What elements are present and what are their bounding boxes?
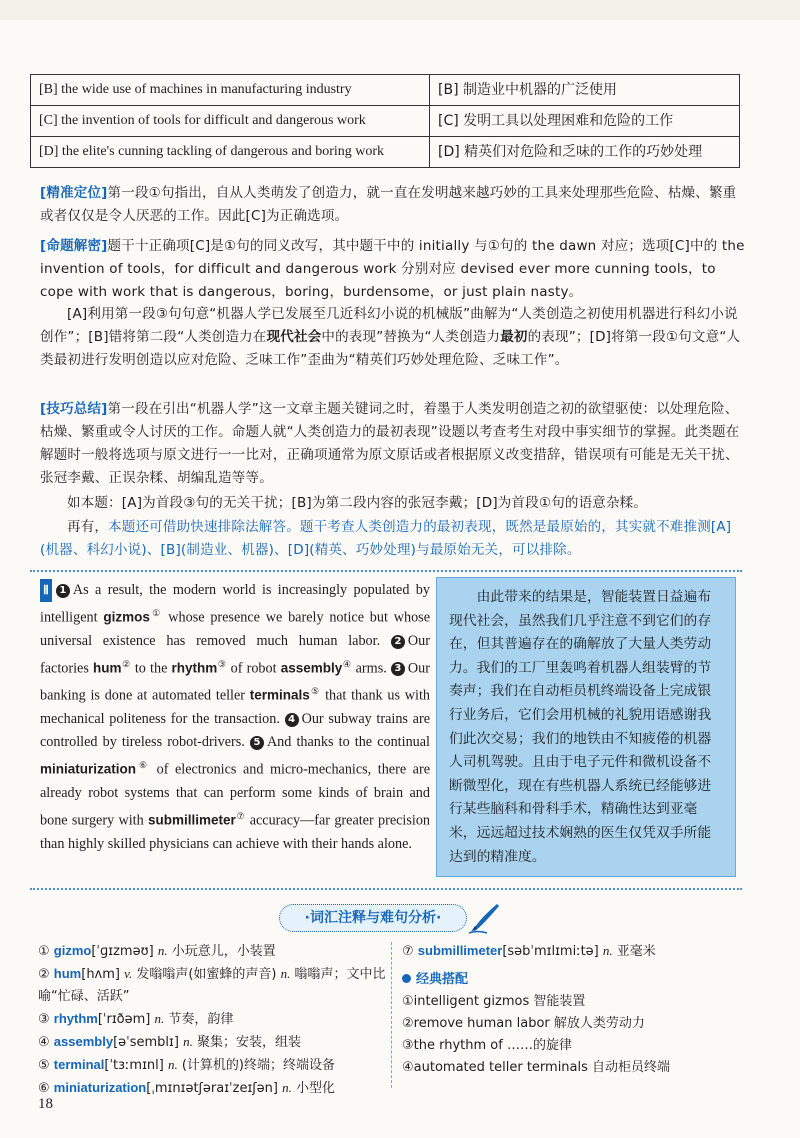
analysis-paragraph-elimination [40,516,745,562]
page-number: 18 [38,1096,53,1112]
definition: 节奏，韵律 [168,1012,234,1027]
analysis-paragraph-example [40,492,745,515]
definition: 发嗡嗡声(如蜜蜂的声音) [136,967,277,982]
analysis-text: [A]利用第一段③句句意“机器人学已发展至几近科幻小说的机械版”曲解为“人类创造之初使用机器进行科幻小说创作”；[B]错将第二段“人类创造力在 [40,306,738,345]
vocab-number: ⑤ [38,1058,50,1073]
phonetic: [ˈɡɪzməʊ] [91,944,154,959]
passage-text: arms. [351,660,391,677]
pen-icon [467,900,501,934]
table-row [31,137,740,168]
definition: 嗡嗡声；文中比喻“忙碌、活跃” [38,967,386,1004]
vocab-entry [38,963,388,1008]
passage-text: And thanks to the continual [266,734,430,751]
part-of-speech: n. [280,966,291,981]
vocab-entry [38,1054,388,1077]
analysis-text: 第一段在引出“机器人学”这一文章主题关键词之时，着墨于人类发明创造之初的欲望驱使：以处理危险、枯燥、繁重或令人讨厌的工作。命题人就“人类创造力的最初表现”设题以考查考生对段中事实细节的掌握。此类题在解题时一般将选项与原文进行一一比对，正确项通常为原文原话或者根据原义改变措辞，错误项有可能是无关干扰、张冠李戴、正误杂糅、胡编乱造等等。 [40,401,740,486]
passage-text: Our banking is done at automated teller [40,660,430,705]
analysis-bold: 现代社会 [266,329,322,345]
vocab-word: terminals [249,688,310,704]
part-of-speech: n. [154,1011,165,1026]
analysis-text: 中的表现”替换为“人类创造力 [321,329,501,345]
vocab-number: ⑥ [38,1081,50,1096]
analysis-paragraph-decode [40,235,745,304]
vocab-word: hum [53,966,82,981]
top-strip [0,0,800,20]
option-en: [C] the invention of tools for difficult and dangerous work [31,106,430,137]
vocab-word: assembly [53,1034,114,1049]
vocab-word: rhythm [53,1011,98,1026]
sentence-number: 2 [391,635,405,649]
sentence-number: 3 [391,662,405,676]
options-table [30,74,740,168]
vocab-word: rhythm [171,660,218,676]
bullet-icon [402,974,411,983]
vocab-word: submillimeter [148,812,236,828]
vocab-entry [38,1008,388,1031]
translation-box: 由此带来的结果是，智能装置日益遍布现代社会，虽然我们几乎注意不到它们的存在，但其普遍存在的确解放了大量人类劳动力。我们的工厂里轰鸣着机器人组装臂的节奏声；我们在自动柜员机终端设备上完成银行业务后，它们会用机械的礼貌用语感谢我们此次交易；我们的地铁由不知疲倦的机器人司机驾驶。且由于电子元件和微机设备不断微型化，现在有些机器人系统已经能够进行某些脑科和骨科手术，精确性达到亚毫米，远远超过技术娴熟的医生仅凭双手所能达到的精准度。 [436,577,736,877]
note-ref: ④ [342,658,352,669]
passage-text: Our factories [40,632,430,677]
vocab-number: ⑦ [402,944,414,959]
analysis-paragraph-positioning [40,182,745,228]
vocab-number: ③ [38,1012,50,1027]
definition: 聚集；安装，组装 [196,1035,301,1050]
analysis-text: 如本题：[A]为首段③句的无关干扰；[B]为第二段内容的张冠李戴；[D]为首段①句的语意杂糅。 [67,495,648,511]
tag-decode: [命题解密] [40,238,108,254]
vocab-entry [38,940,388,963]
passage-text: to the [130,660,172,677]
passage-text: accuracy—far greater precision than highly skilled physicians can achieve with their hands alone. [40,812,431,852]
vocab-entry [402,940,742,963]
note-ref: ⑦ [235,810,246,821]
phonetic: [hʌm] [81,967,120,982]
section-marker: Ⅱ [40,579,52,602]
classic-collocations-title [402,969,742,991]
tag-positioning: [精准定位] [40,185,108,201]
analysis-text: 再有， [67,519,109,535]
sentence-number: 5 [250,736,264,750]
part-of-speech: v. [124,966,133,981]
analysis-paragraph-distractors [40,303,745,372]
divider [30,570,742,572]
option-zh: [B] 制造业中机器的广泛使用 [430,75,740,106]
column-divider [391,942,392,1088]
vocab-word: gizmo [53,943,92,958]
analysis-text: 题干十正确项[C]是①句的同义改写，其中题干中的 initially 与①句的 the dawn 对应；选项[C]中的 the invention of tools，for difficult and dangerous work 分别对应 devised ever more cunning tools，to cope with work that is dangerous，boring，burdensome，or just plain nasty。 [40,238,745,300]
part-of-speech: n. [167,1057,178,1072]
vocab-list-right [402,940,742,1079]
vocab-word: miniaturization [40,761,137,777]
option-en: [D] the elite's cunning tackling of dangerous and boring work [31,137,430,168]
collocation-item: ③the rhythm of ……的旋律 [402,1038,572,1053]
vocab-entry [38,1077,388,1100]
phonetic: [ˈtɜːmɪnl] [104,1058,164,1073]
vocab-word: hum [92,660,122,676]
vocab-word: miniaturization [53,1080,147,1095]
vocab-number: ④ [38,1035,50,1050]
part-of-speech: n. [183,1034,193,1049]
vocab-number: ① [38,944,50,959]
sentence-number: 1 [56,584,70,598]
phonetic: [səbˈmɪlɪmiːtə] [502,944,599,959]
part-of-speech: n. [602,943,613,958]
option-en: [B] the wide use of machines in manufacturing industry [31,75,430,106]
definition: 小玩意儿，小装置 [171,944,276,959]
analysis-text: 第一段①句指出，自从人类萌发了创造力，就一直在发明越来越巧妙的工具来处理那些危险、枯燥、繁重或者仅仅是令人厌恶的工作。因此[C]为正确选项。 [40,185,737,224]
analysis-bold: 最初 [500,329,528,345]
phonetic: [ˌmɪnɪətʃəraɪˈzeɪʃən] [146,1081,278,1096]
collocation-item: ②remove human labor 解放人类劳动力 [402,1016,645,1031]
passage-text: As a result, the modern world is increasingly populated by intelligent [40,582,430,626]
note-ref: ⑥ [136,760,151,771]
table-row [31,75,740,106]
part-of-speech: n. [282,1080,292,1095]
passage-text: Our subway trains are controlled by tireless robot-drivers. [40,711,430,751]
passage-text: of electronics and micro-mechanics, there are already robot systems that can perform some kinds of brain and bone surgery with [40,761,430,829]
passage-text: of robot [226,660,281,677]
definition: 小型化 [296,1081,336,1096]
note-ref: ② [121,658,131,669]
phonetic: [əˈsemblɪ] [113,1035,179,1050]
definition: 亚毫米 [616,944,656,959]
analysis-highlight: 本题还可借助快速排除法解答。题干考查人类创造力的最初表现，既然是最原始的，其实就不难推测[A](机器、科幻小说)、[B](制造业、机器)、[D](精英、巧妙处理)与最原始无关，可以排除。 [40,519,732,558]
passage-text: that thank us with mechanical politeness for the transaction. [40,688,430,728]
note-ref: ⑤ [309,686,321,697]
tag-skills: [技巧总结] [40,401,108,417]
vocab-section-title: ·词汇注释与难句分析· [279,904,467,932]
definition: (计算机的)终端；终端设备 [181,1058,336,1073]
passage-text: whose presence we barely notice but whose universal existence has removed much human labor. [40,609,430,649]
analysis-paragraph-skills [40,398,745,490]
vocab-word: submillimeter [417,943,503,958]
vocab-entry [38,1031,388,1054]
vocab-list-left [38,940,388,1100]
part-of-speech: n. [157,943,168,958]
divider [30,888,742,890]
vocab-word: assembly [280,660,343,676]
table-row [31,106,740,137]
phonetic: [ˈrɪðəm] [97,1012,151,1027]
analysis-text: 的表现”；[D]将第一段①句文意“人类最初进行发明创造以应对危险、乏味工作”歪曲为“精英们巧妙处理危险、乏味工作”。 [40,329,741,368]
option-zh: [C] 发明工具以处理困难和危险的工作 [430,106,740,137]
collocation-item: ①intelligent gizmos 智能装置 [402,994,586,1009]
option-zh: [D] 精英们对危险和乏味的工作的巧妙处理 [430,137,740,168]
note-ref: ① [149,608,163,618]
classic-title-text: 经典搭配 [416,972,469,987]
note-ref: ③ [217,658,227,669]
vocab-number: ② [38,967,50,982]
english-passage [40,579,430,856]
collocation-item: ④automated teller terminals 自动柜员终端 [402,1060,671,1075]
vocab-word: terminal [53,1057,105,1072]
sentence-number: 4 [285,713,299,727]
vocab-word: gizmos [103,609,150,625]
